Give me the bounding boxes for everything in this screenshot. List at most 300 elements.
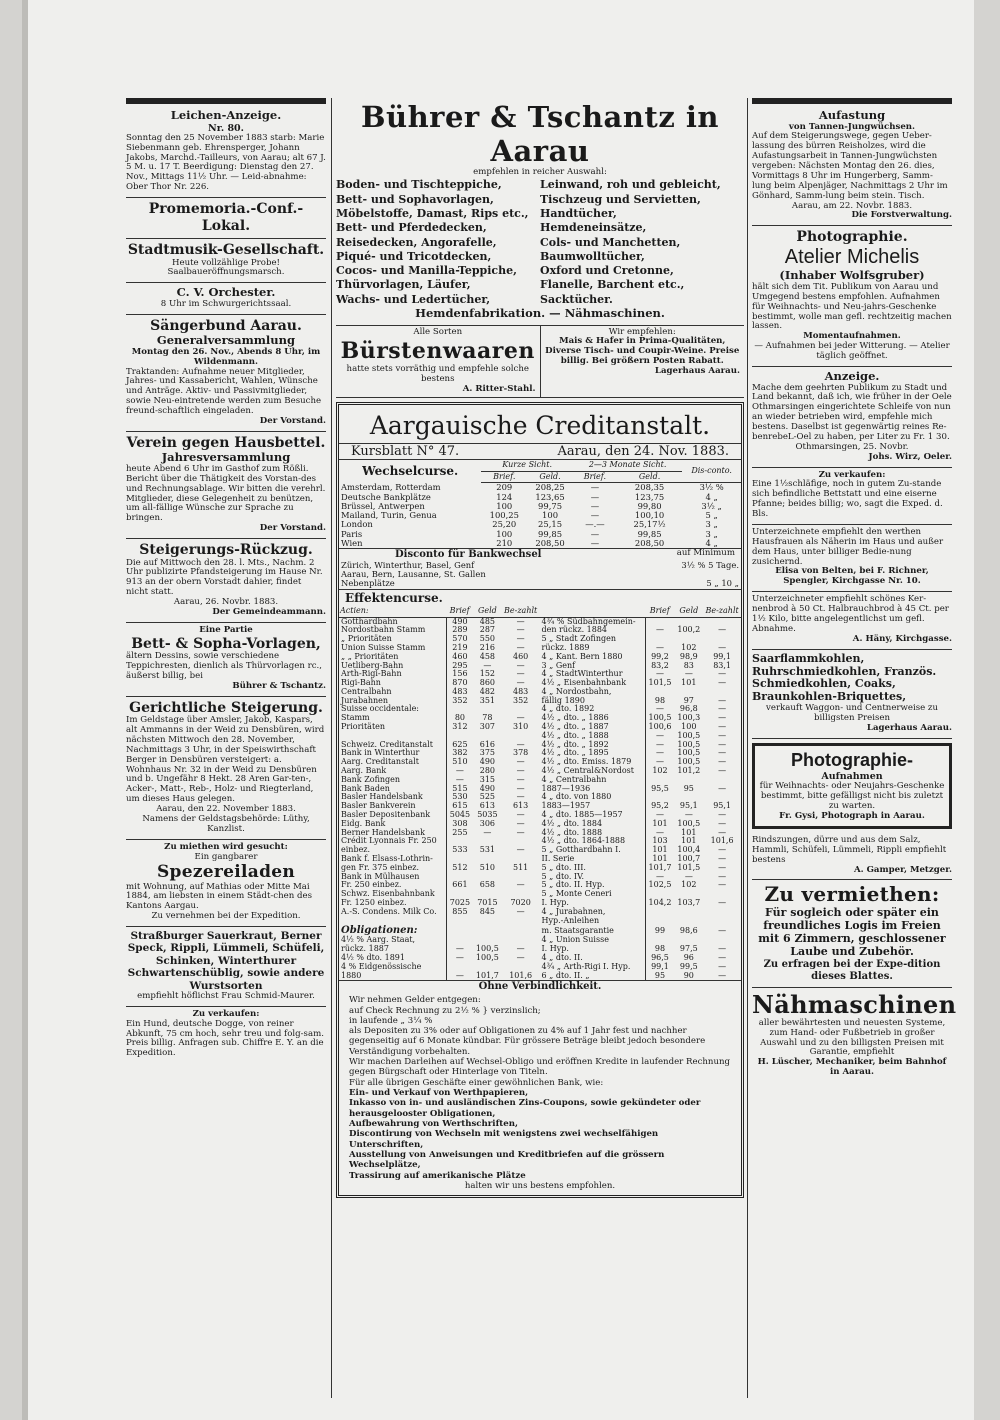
list-item: Sacktücher.	[540, 292, 613, 306]
table-cell: 5 „ dto. IV.	[541, 871, 584, 881]
mais-ad	[540, 326, 745, 397]
table-cell: 310	[513, 722, 529, 732]
table-cell: 3½ %	[699, 482, 724, 493]
table-cell	[502, 917, 540, 926]
table-cell	[473, 917, 502, 926]
table-cell	[446, 917, 473, 926]
table-cell: —	[645, 758, 674, 767]
table-row	[339, 963, 741, 972]
table-cell: Fr. 250 einbez.	[341, 880, 402, 890]
leichen-nr: Nr. 80.	[208, 122, 244, 134]
table-cell	[674, 908, 703, 917]
table-cell: 99,85	[637, 528, 662, 539]
photographie-gysi	[752, 743, 952, 829]
table-cell: 100	[542, 510, 559, 521]
table-cell: Bank Baden	[341, 783, 390, 793]
list-item: Cocos- und Manilla-Teppiche,	[336, 264, 517, 278]
table-cell: 4 „	[705, 537, 718, 548]
anzeige-sign: Johs. Wirz, Oeler.	[868, 451, 952, 462]
table-cell: 295	[446, 662, 473, 671]
steigerungs-rueckzug	[126, 539, 326, 623]
table-cell: 216	[479, 642, 496, 652]
table-cell: —	[718, 695, 727, 705]
eff-bez-h: Be-zahlt	[502, 606, 540, 617]
eff-bez-h2: Be-zahlt	[703, 606, 741, 617]
table-cell: 4 „ Kant. Bern 1880	[541, 651, 623, 661]
table-cell: 490	[479, 783, 496, 793]
momentan: Momentaufnahmen.	[803, 331, 901, 342]
small-ads-row	[336, 326, 744, 398]
table-cell: 485	[479, 616, 496, 626]
table-cell: Jurabahnen	[341, 695, 389, 705]
disconto-title: Disconto für Bankwechsel	[395, 549, 542, 561]
table-cell: 4½ „ dto. „ 1888	[541, 730, 609, 740]
brief-h2: Brief.	[573, 471, 617, 483]
table-cell: —	[718, 669, 727, 679]
table-cell: 533	[446, 846, 473, 855]
table-cell: 512	[446, 864, 473, 873]
table-cell: Basler Depositenbank	[341, 810, 431, 820]
table-cell: 615	[446, 802, 473, 811]
kohle-body: Saarflammkohlen, Ruhrschmiedkohlen, Französ. Schmiedkohlen, Coaks, Braunkohlen-Briquettes,	[752, 651, 937, 704]
table-cell: —	[446, 972, 473, 981]
table-cell: —	[718, 642, 727, 652]
table-cell: Paris	[341, 528, 363, 539]
table-cell: 4 „ Union Suisse	[541, 935, 609, 945]
list-item: Handtücher,	[540, 206, 617, 220]
buehrer-left-list	[336, 178, 540, 307]
bank-line: Inkasso von in- und ausländischen Zins-Coupons, sowie gekündeter oder herausgelooster Obligationen,	[349, 1098, 701, 1119]
table-cell: 83,1	[713, 660, 732, 670]
table-cell: 515	[446, 785, 473, 794]
bank-line: in laufende „ 3¼ %	[349, 1015, 433, 1026]
promemoria-title: Promemoria.-Conf.-Lokal.	[148, 201, 304, 234]
column-center	[336, 98, 744, 1198]
table-cell: —	[645, 626, 674, 635]
table-row	[339, 539, 741, 548]
table-cell: 5 „ dto. III.	[541, 862, 586, 872]
table-cell: —	[645, 644, 674, 653]
list-item: Leinwand, roh und gebleicht,	[540, 178, 721, 192]
aufastung-sub: von Tannen-Jungwüchsen.	[788, 121, 916, 132]
eff-brief-h: Brief	[446, 606, 473, 617]
column-left	[126, 98, 326, 1063]
photo-body: hält sich dem Tit. Publikum von Aarau und Umgegend bestens empfohlen. Aufnahmen für Weihnachts- und Neu-jahrs-Geschenke bestimmt, wolle man gefl. rechtzeitig machen lassen.	[752, 281, 952, 332]
table-cell: —	[718, 678, 727, 688]
aktien-label: Actien:	[339, 606, 446, 617]
table-cell: 307	[479, 722, 496, 732]
list-item: Piqué- und Tricotdecken,	[336, 249, 492, 263]
hund-body: Ein Hund, deutsche Dogge, von reiner Abkunft, 75 cm hoch, sehr treu und folg-sam. Preis billig. Anfragen sub. Chiffre E. Y. an die Expedition.	[126, 1018, 324, 1059]
steig-body: Die auf Mittwoch den 28. l. Mts., Nachm. 2 Uhr publizirte Pfandsteigerung im Hause Nr. 913 an der obern Vorstadt dahier, findet nicht statt.	[126, 557, 323, 598]
table-cell: —	[590, 500, 600, 511]
table-cell: 5035	[477, 810, 498, 820]
saengerbund	[126, 315, 326, 432]
hund-title: Zu verkaufen:	[192, 1008, 260, 1019]
table-cell: 287	[479, 625, 496, 635]
table-cell: Brüssel, Antwerpen	[341, 500, 425, 511]
table-cell: 352	[513, 695, 529, 705]
table-cell: 4½ % dto. 1891	[341, 953, 405, 962]
table-cell: 100,5	[677, 818, 701, 828]
table-cell: 100,10	[634, 510, 665, 521]
table-cell: —	[718, 766, 727, 776]
table-cell: —	[516, 625, 525, 635]
table-cell: 7025	[446, 899, 473, 908]
bank-line: halten wir uns bestens empfohlen.	[464, 1180, 616, 1191]
table-cell: 482	[479, 686, 496, 696]
table-cell: —	[516, 953, 525, 962]
list-item: Möbelstoffe, Damast, Rips etc.,	[336, 206, 529, 220]
rind-sign: A. Gamper, Metzger.	[853, 864, 952, 875]
verk-body: Eine 1½schläfige, noch in gutem Zu-stande sich befindliche Bettstatt und eine eiserne Pfanne; beides billig; wo, sagt die Exped. d. Bls.	[752, 479, 943, 520]
table-cell: —	[718, 953, 727, 962]
table-cell: London	[341, 519, 373, 530]
table-cell	[473, 925, 502, 936]
table-cell: —	[645, 732, 674, 741]
table-cell: —	[516, 739, 525, 749]
table-cell: 97,5	[679, 944, 698, 954]
table-cell: 102	[681, 880, 697, 890]
table-cell: Schwz. Eisenbahnbank	[341, 889, 435, 899]
table-cell: 351	[479, 695, 496, 705]
steig-date: Aarau, 26. Novbr. 1883.	[173, 597, 279, 608]
bank-line: auf Check Rechnung zu 2½ % } verzinslich;	[349, 1005, 541, 1016]
table-cell: —	[718, 810, 727, 820]
mais-pre: Wir empfehlen:	[608, 326, 676, 337]
cv-title: C. V. Orchester.	[176, 285, 276, 300]
table-cell: I. Hyp.	[541, 898, 569, 908]
table-cell: Basler Handelsbank	[341, 792, 423, 802]
table-cell: 3 „ Genf	[541, 660, 576, 670]
saenger-title: Sängerbund Aarau.	[150, 317, 302, 334]
table-cell: rückz. 1889	[541, 642, 590, 652]
stadtmusik	[126, 239, 326, 283]
table-cell: —	[590, 491, 600, 502]
table-cell: einbez.	[341, 845, 371, 855]
table-cell: 95,5	[645, 785, 674, 794]
table-cell: —	[516, 818, 525, 828]
table-cell: 25,17½	[633, 519, 666, 530]
table-cell: 208,50	[634, 537, 665, 548]
ohne-verbindlichkeit: Ohne Verbindlichkeit.	[339, 980, 741, 993]
promemoria	[126, 198, 326, 239]
table-cell: 483	[446, 688, 473, 697]
table-cell: 96,8	[679, 704, 698, 714]
table-cell: 378	[513, 748, 529, 758]
table-cell: 255	[446, 829, 473, 838]
table-cell: 208,25	[535, 482, 565, 493]
wurstwaren	[126, 927, 326, 1007]
bett-vorlagen	[126, 623, 326, 697]
table-cell: 289	[446, 626, 473, 635]
buehrer-header: Bührer & Tschantz in Aarau	[361, 100, 719, 169]
ger-title: Gerichtliche Steigerung.	[129, 699, 323, 716]
monate-sicht: 2—3 Monate Sicht.	[573, 460, 682, 471]
naeherin	[752, 525, 952, 592]
bank-services	[339, 993, 741, 1195]
table-cell: 375	[479, 748, 496, 758]
table-cell: —	[718, 827, 727, 837]
table-cell: Berner Handelsbank	[341, 827, 425, 837]
bank-line: als Depositen zu 3% oder auf Obligationen zu 4% auf 1 Jahr fest und nachher gegenseitig auf 6 Monate kündbar. Für grössere Beträge bleibt jedoch besondere Verständigung vorbehalten.	[349, 1026, 706, 1057]
bank-line: Wir machen Darleihen auf Wechsel-Obligo und eröffnen Kredite in laufender Rechnung gegen Bürgschaft oder Hinterlage von Titeln.	[349, 1057, 731, 1078]
eff-geld-h: Geld	[473, 606, 502, 617]
table-cell: 625	[446, 741, 473, 750]
table-cell: —	[590, 510, 600, 521]
table-cell: 613	[513, 801, 529, 811]
disconto-header: Dis-conto.	[682, 460, 741, 483]
table-cell: 124	[496, 491, 513, 502]
list-item: Wachs- und Ledertücher,	[336, 292, 491, 306]
list-item: Tischzeug und Servietten,	[540, 192, 701, 206]
table-cell: —	[590, 537, 600, 548]
table-cell: 5 „ Stadt Zofingen	[541, 634, 617, 644]
table-cell: 100,5	[677, 757, 701, 767]
photo2-body: für Weihnachts- oder Neujahrs-Geschenke bestimmt, bitte gefälligst nicht bis zuletzt zu warten.	[759, 781, 945, 812]
table-cell: —	[590, 528, 600, 539]
table-cell: 208,35	[634, 482, 665, 493]
table-cell: 101,6	[710, 836, 734, 846]
minimum: auf Minimum	[676, 548, 735, 559]
table-cell: 100,3	[677, 713, 701, 723]
table-cell: 90	[683, 970, 694, 980]
table-cell: —.—	[585, 519, 605, 530]
table-cell: —	[516, 634, 525, 644]
table-row	[339, 679, 741, 688]
table-cell: 5 „ dto. II. Hyp.	[541, 880, 605, 890]
verk-title: Zu verkaufen:	[818, 469, 886, 480]
table-cell: 1880	[341, 970, 362, 980]
steig-title: Steigerungs-Rückzug.	[139, 542, 313, 559]
table-cell: 4 „ Nordostbahn,	[541, 686, 612, 696]
table-cell: Eidg. Bank	[341, 818, 386, 828]
table-cell: 98,9	[679, 651, 698, 661]
table-cell: —	[590, 482, 600, 493]
kursblatt: Kursblatt N° 47.	[351, 443, 460, 459]
table-cell: 78	[482, 713, 493, 723]
table-cell: 101,7	[645, 864, 674, 873]
table-cell: 3 „	[705, 528, 718, 539]
table-cell: —	[516, 713, 525, 723]
table-cell: Gotthardbahn	[341, 616, 398, 626]
table-cell: 4½ „ dto. 1884	[541, 818, 603, 828]
table-cell: 510	[446, 758, 473, 767]
table-cell: 152	[479, 669, 496, 679]
table-cell: 101	[645, 820, 674, 829]
miethen-pre2: Ein gangbarer	[194, 851, 258, 862]
table-cell: 83,2	[645, 662, 674, 671]
table-cell: Amsterdam, Rotterdam	[341, 482, 441, 493]
table-cell: 3 „	[705, 519, 718, 530]
creditanstalt-box	[336, 402, 744, 1198]
table-cell: Crédit Lyonnais Fr. 250	[341, 836, 437, 846]
table-cell: Fr. 1250 einbez.	[341, 898, 407, 908]
table-cell: 616	[479, 739, 496, 749]
table-cell	[446, 925, 473, 936]
table-cell: 99,80	[637, 500, 662, 511]
aufastung-body: Auf dem Steigerungswege, gegen Ueber-lassung des bürren Reisholzes, wird die Aufastungsarbeit in Tannen-Jungwüchsten vergeben: Nächsten Montag den 26. dies, Vormittags 8 Uhr im Hungerberg, Samm-lung beim Alpenjäger, Nachmittags 2 Uhr im Gönhard, Samm-lung beim stein. Tisch.	[752, 131, 948, 201]
table-cell: 100,5	[677, 730, 701, 740]
table-cell: 210	[496, 537, 513, 548]
table-cell: —	[718, 898, 727, 908]
page-edge	[22, 0, 28, 1420]
bank-line: Trassirung auf amerikanische Plätze	[349, 1170, 526, 1181]
table-cell: 280	[479, 766, 496, 776]
table-cell: 1887—1936	[541, 783, 591, 793]
naehmaschinen	[752, 988, 957, 1083]
bettstatt-verkauf	[752, 468, 952, 525]
vermiet-title: Zu vermiethen:	[764, 882, 940, 907]
table-cell: m. Staatsgarantie	[541, 925, 614, 935]
kern-sign: A. Häny, Kirchgasse.	[852, 633, 952, 644]
table-cell: —	[516, 642, 525, 652]
list-item: Bett- und Sophavorlagen,	[336, 192, 494, 206]
table-cell: —	[645, 741, 674, 750]
table-cell: —	[516, 774, 525, 784]
naeherin-body: Unterzeichnete empfiehlt den werthen Hausfrauen als Näherin im Haus und außer dem Haus, unter billiger Bedie-nung zusichernd.	[752, 526, 944, 567]
table-cell: 5 „ 10 „	[706, 578, 739, 589]
aufastung	[752, 106, 952, 226]
table-cell: rückz. 1887	[341, 944, 389, 954]
table-cell: Nordostbahn Stamm	[341, 625, 426, 635]
table-cell: 613	[479, 801, 496, 811]
table-cell: 101	[645, 855, 674, 864]
table-cell: 1883—1957	[541, 801, 591, 811]
buersten-ad	[336, 326, 540, 397]
ger-date: Aarau, den 22. November 1883.	[156, 804, 296, 815]
table-cell: 4½ „ dto. Emiss. 1879	[541, 757, 632, 767]
table-cell: Bank Zofingen	[341, 774, 401, 784]
table-cell: 4½ „ dto. „ 1892	[541, 739, 609, 749]
photographie-michelis	[752, 226, 952, 367]
wurst-body: Straßburger Sauerkraut, Berner Speck, Rippli, Lümmeli, Schüfeli, Schinken, Winterthurer Schwartenschüblig, sowie andere Wurstsorten	[127, 930, 325, 992]
table-row	[339, 626, 741, 635]
rind-body: Rindszungen, dürre und aus dem Salz, Hammli, Schüfeli, Lümmeli, Rippli empfiehlt bestens	[752, 834, 947, 865]
table-cell: 490	[479, 757, 496, 767]
table-cell: —	[516, 827, 525, 837]
table-cell: —	[516, 906, 525, 916]
table-cell: —	[645, 873, 674, 882]
table-cell	[703, 908, 741, 917]
table-cell: —	[516, 616, 525, 626]
table-cell: 101,2	[677, 766, 701, 776]
table-cell: 100,5	[475, 953, 499, 962]
buersten-title: Bürstenwaaren	[340, 338, 535, 365]
table-cell	[339, 917, 446, 926]
column-right	[752, 98, 957, 1082]
atelier: Atelier Michelis	[784, 245, 920, 268]
table-cell: —	[718, 970, 727, 980]
list-item: Cols- und Manchetten,	[540, 235, 681, 249]
table-cell: 306	[479, 818, 496, 828]
table-cell: —	[684, 871, 693, 881]
table-cell: 123,65	[535, 491, 565, 502]
table-cell: 100,7	[677, 854, 701, 864]
table-cell: Bank in Winterthur	[341, 748, 420, 758]
table-cell: fällig 1890	[541, 695, 585, 705]
top-rule	[126, 98, 326, 104]
table-cell: —	[516, 678, 525, 688]
table-cell: —	[516, 810, 525, 820]
buehrer-ad	[336, 98, 744, 326]
table-cell: 95	[645, 972, 674, 981]
table-cell: 4½ „ dto. „ 1886	[541, 713, 609, 723]
buersten-body: hatte stets vorräthig und empfehle solche bestens	[346, 364, 529, 385]
table-cell: 100	[496, 528, 513, 539]
anzeige-title: Anzeige.	[824, 368, 880, 383]
table-cell: 103	[645, 837, 674, 846]
table-cell: —	[718, 880, 727, 890]
table-cell: 661	[446, 881, 473, 890]
speze-body: mit Wohnung, auf Mathias oder Mitte Mai 1884, am liebsten in einem Städt-chen des Kantons Aargau.	[126, 881, 313, 912]
rindszungen	[752, 833, 952, 881]
table-cell: 96,5	[645, 954, 674, 963]
table-cell: 4½ „ dto. 1888	[541, 827, 603, 837]
table-cell: —	[483, 827, 492, 837]
effekten-table	[339, 606, 741, 981]
table-cell: —	[516, 757, 525, 767]
table-cell: 7015	[477, 898, 498, 908]
table-cell: 5 „ Monte Ceneri	[541, 889, 612, 899]
table-cell: 860	[479, 678, 496, 688]
list-item: Bett- und Pferdedecken,	[336, 221, 487, 235]
table-row	[339, 776, 741, 785]
kohle-sub: verkauft Waggon- und Centnerweise zu billigsten Preisen	[766, 703, 938, 724]
table-cell: 99	[645, 925, 674, 936]
gv-date: Montag den 26. Nov., Abends 8 Uhr, im Wildenmann.	[131, 346, 321, 367]
kurze-sicht: Kurze Sicht.	[481, 460, 573, 471]
table-cell: Hyp.-Anleihen	[541, 915, 600, 925]
table-cell: den rückz. 1884	[541, 625, 608, 635]
anzeige-body: Mache dem geehrten Publikum zu Stadt und Land bekannt, daß ich, wie früher in der Oele Othmarsingen eingerichtete Schleife von nun an wieder betrieben wird, empfehle mich bestens. Daselbst ist gegenwärtig reines Re-benrebeL-Oel zu haben, per Liter zu Fr. 1 30.	[752, 382, 952, 442]
table-cell: I. Hyp.	[541, 944, 569, 954]
gv-body: Traktanden: Aufnahme neuer Mitglieder, Jahres- und Kassabericht, Wahlen, Wünsche und Anträge. Aktiv- und Passivmitglieder, sowie Neu-eintretende werden zum Besuche freund-schaftlich eingeladen.	[126, 366, 322, 417]
table-cell: 658	[479, 880, 496, 890]
table-cell: 100,2	[677, 625, 701, 635]
stadtmusik-title: Stadtmusik-Gesellschaft.	[127, 242, 325, 259]
table-cell: —	[684, 810, 693, 820]
table-cell: 101	[681, 827, 697, 837]
table-cell: 382	[446, 749, 473, 758]
column-rule-2	[747, 98, 748, 1398]
table-cell: Mailand, Turin, Genua	[341, 510, 437, 521]
table-cell: II. Serie	[541, 854, 575, 864]
table-cell	[703, 917, 741, 926]
table-cell: Rigi-Bahn	[341, 678, 381, 688]
table-cell: —	[718, 625, 727, 635]
photo2-title: Photographie-	[791, 750, 913, 771]
list-item: Baumwolltücher,	[540, 249, 645, 263]
table-cell: 510	[479, 862, 496, 872]
table-cell: 458	[479, 651, 496, 661]
table-row	[339, 917, 741, 926]
table-cell: 100,5	[475, 944, 499, 954]
table-cell: 101,7	[475, 970, 499, 980]
table-cell: 4 „ dto. 1892	[541, 704, 595, 714]
table-cell: 101,5	[677, 862, 701, 872]
table-cell: 4½ „ dto. „ 1895	[541, 748, 609, 758]
table-cell: —	[718, 713, 727, 723]
table-cell: 525	[479, 792, 496, 802]
table-cell: 4 „ dto. II.	[541, 953, 583, 962]
bett-title: Bett- & Sopha-Vorlagen,	[131, 635, 321, 652]
table-row	[339, 570, 741, 579]
table-cell: —	[645, 811, 674, 820]
table-cell: 5 „	[705, 510, 718, 521]
table-cell: Basler Bankverein	[341, 801, 416, 811]
wechsel-title: Wechselcurse.	[362, 463, 459, 478]
